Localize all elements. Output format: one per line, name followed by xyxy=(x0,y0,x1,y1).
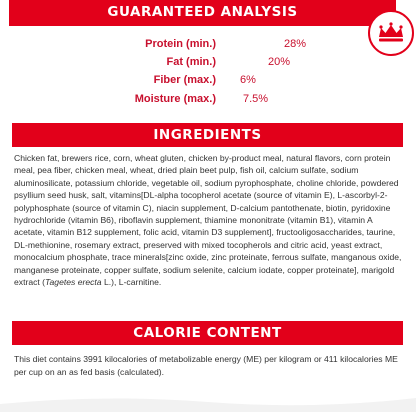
ingredients-list-end: L.), L-carnitine. xyxy=(101,277,162,288)
decorative-wave xyxy=(0,392,416,412)
analysis-row xyxy=(0,92,216,106)
ingredients-text xyxy=(14,152,404,288)
analysis-label: Protein (min.) xyxy=(145,38,216,50)
calorie-content-header: CALORIE CONTENT xyxy=(12,321,403,345)
crown-crest-icon xyxy=(366,8,416,58)
analysis-row xyxy=(0,37,216,51)
analysis-row xyxy=(0,55,216,69)
analysis-value: 7.5% xyxy=(243,93,269,105)
analysis-row xyxy=(0,73,216,87)
analysis-bar xyxy=(222,95,237,103)
analysis-bar xyxy=(222,40,278,48)
analysis-bar xyxy=(222,76,234,84)
ingredients-latin-name: Tagetes erecta xyxy=(45,277,102,288)
calorie-content-text: This diet contains 3991 kilocalories of metabolizable energy (ME) per kilogram or 411 kilocalories ME per cup on an as fed basis (calculated). xyxy=(14,354,398,377)
analysis-value: 28% xyxy=(284,38,307,50)
analysis-value: 6% xyxy=(240,74,256,86)
analysis-label: Moisture (max.) xyxy=(134,93,216,105)
analysis-value: 20% xyxy=(268,56,291,68)
ingredients-header: INGREDIENTS xyxy=(12,123,403,147)
analysis-label: Fiber (max.) xyxy=(153,74,216,86)
analysis-bar xyxy=(222,58,262,66)
analysis-label: Fat (min.) xyxy=(166,56,216,68)
ingredients-list: Chicken fat, brewers rice, corn, wheat gluten, chicken by-product meal, natural flavors, corn protein meal, pea fiber, chicken meal, wheat, dried plain beet pulp, fish oil, calcium sulfate, sodium aluminosilicate, potassium chloride, vegetable oil, sodium pyrophosphate, choline chloride, powdered psyllium seed husk, salt, vitamins[DL-alpha tocopherol acetate (source of vitamin E), L-ascorbyl-2-polyphosphate (source of vitamin C), niacin supplement, D-calcium pantothenate, biotin, pyridoxine hydrochloride (vitamin B6), riboflavin supplement, thiamine mononitrate (vitamin B1), vitamin A acetate, vitamin B12 supplement, folic acid, vitamin D3 supplement], fructooligosaccharides, taurine, DL-methionine, rosemary extract, preserved with mixed tocopherols and citric acid, yeast extract, monocalcium phosphate, trace minerals[zinc oxide, zinc proteinate, ferrous sulfate, manganous oxide, manganese proteinate, copper sulfate, sodium selenite, calcium iodate, copper proteinate], marigold extract ( xyxy=(14,153,402,288)
guaranteed-analysis-header: GUARANTEED ANALYSIS xyxy=(9,0,396,26)
